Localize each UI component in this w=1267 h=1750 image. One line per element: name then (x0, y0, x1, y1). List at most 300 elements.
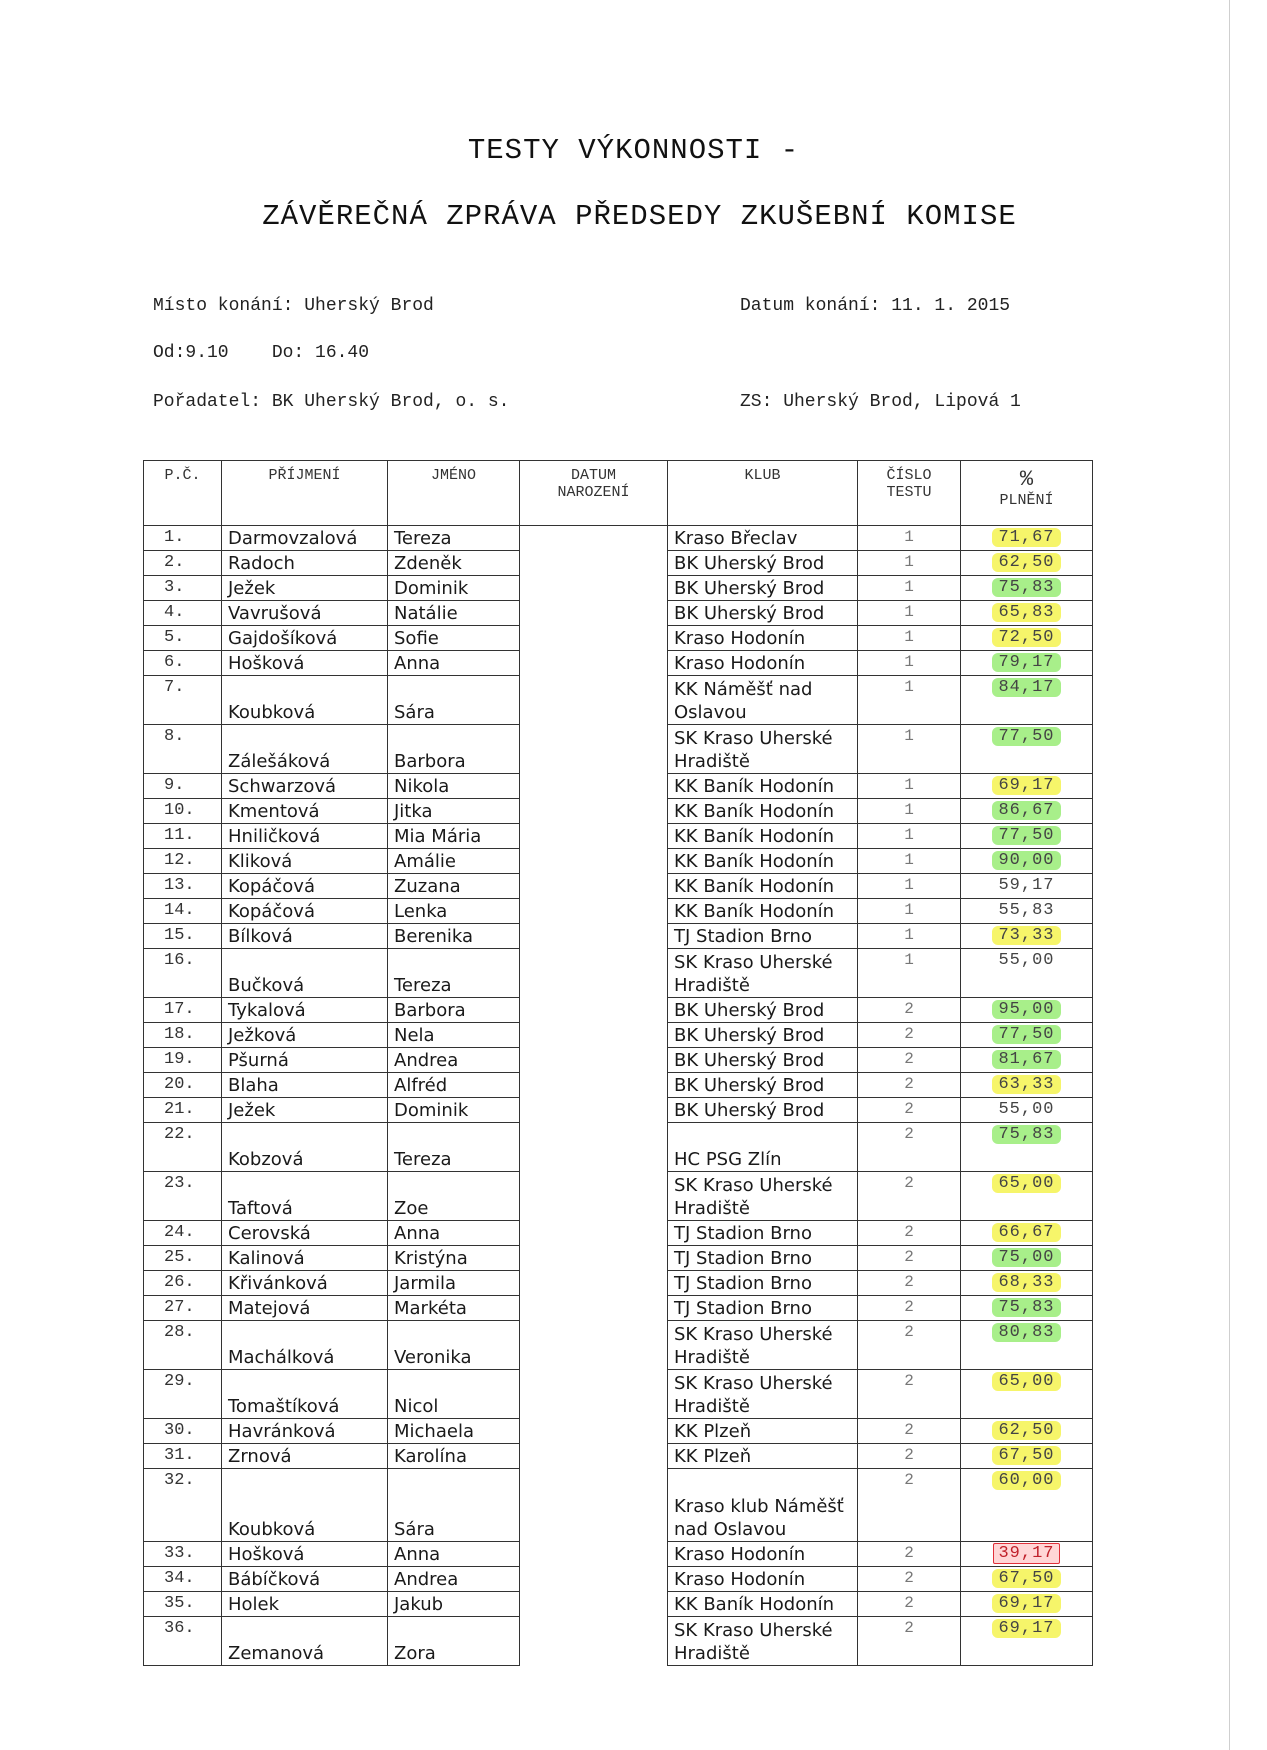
cell-name: Jarmila (388, 1271, 520, 1296)
cell-pc: 33. (144, 1542, 222, 1567)
cell-pc: 21. (144, 1098, 222, 1123)
cell-club: Kraso Hodonín (668, 651, 858, 676)
cell-test-number: 2 (858, 1321, 961, 1370)
table-row (144, 1098, 1093, 1123)
cell-birthdate (520, 824, 668, 849)
cell-pc: 3. (144, 576, 222, 601)
table-row (144, 1444, 1093, 1469)
cell-club: KK Baník Hodonín (668, 899, 858, 924)
cell-birthdate (520, 774, 668, 799)
cell-test-number: 1 (858, 626, 961, 651)
table-row (144, 774, 1093, 799)
cell-name: Jitka (388, 799, 520, 824)
cell-pc: 20. (144, 1073, 222, 1098)
cell-surname: Kalinová (222, 1246, 388, 1271)
cell-birthdate (520, 1271, 668, 1296)
cell-birthdate (520, 899, 668, 924)
cell-test-number: 2 (858, 1172, 961, 1221)
cell-test-number: 1 (858, 576, 961, 601)
cell-name: Kristýna (388, 1246, 520, 1271)
percent-value: 75,83 (992, 578, 1060, 597)
cell-name: Zdeněk (388, 551, 520, 576)
cell-pc: 30. (144, 1419, 222, 1444)
cell-surname: Vavrušová (222, 601, 388, 626)
table-row (144, 651, 1093, 676)
table-row (144, 1123, 1093, 1172)
cell-club: SK Kraso Uherské Hradiště (668, 1617, 858, 1666)
cell-surname: Darmovzalová (222, 526, 388, 551)
cell-test-number: 2 (858, 1123, 961, 1172)
meta-organizer: Pořadatel: BK Uherský Brod, o. s. (153, 392, 510, 412)
percent-value: 63,33 (992, 1075, 1060, 1094)
cell-test-number: 2 (858, 1542, 961, 1567)
cell-birthdate (520, 1592, 668, 1617)
cell-test-number: 1 (858, 924, 961, 949)
header-percent (961, 461, 1093, 526)
cell-birthdate (520, 1444, 668, 1469)
cell-test-number: 1 (858, 725, 961, 774)
cell-test-number: 1 (858, 526, 961, 551)
cell-birthdate (520, 1048, 668, 1073)
cell-percent (961, 1246, 1093, 1271)
percent-value: 65,83 (992, 603, 1060, 622)
cell-surname: Kobzová (222, 1123, 388, 1172)
cell-test-number: 2 (858, 1592, 961, 1617)
cell-test-number: 1 (858, 899, 961, 924)
cell-test-number: 1 (858, 949, 961, 998)
cell-pc: 29. (144, 1370, 222, 1419)
table-row (144, 949, 1093, 998)
cell-pc: 2. (144, 551, 222, 576)
cell-test-number: 2 (858, 1296, 961, 1321)
cell-birthdate (520, 1419, 668, 1444)
cell-percent (961, 1444, 1093, 1469)
cell-club: TJ Stadion Brno (668, 924, 858, 949)
cell-club: BK Uherský Brod (668, 1098, 858, 1123)
header-club: KLUB (668, 461, 858, 526)
cell-pc: 23. (144, 1172, 222, 1221)
cell-birthdate (520, 849, 668, 874)
cell-name: Karolína (388, 1444, 520, 1469)
percent-value: 59,17 (998, 876, 1055, 895)
table-row (144, 1073, 1093, 1098)
percent-value: 65,00 (992, 1174, 1060, 1193)
cell-percent (961, 899, 1093, 924)
cell-pc: 35. (144, 1592, 222, 1617)
cell-pc: 12. (144, 849, 222, 874)
cell-birthdate (520, 725, 668, 774)
cell-surname: Zrnová (222, 1444, 388, 1469)
cell-name: Anna (388, 651, 520, 676)
cell-test-number: 1 (858, 651, 961, 676)
cell-surname: Křivánková (222, 1271, 388, 1296)
cell-test-number: 2 (858, 1098, 961, 1123)
cell-surname: Taftová (222, 1172, 388, 1221)
table-row (144, 1542, 1093, 1567)
cell-pc: 28. (144, 1321, 222, 1370)
cell-test-number: 2 (858, 1271, 961, 1296)
table-row (144, 874, 1093, 899)
cell-club: HC PSG Zlín (668, 1123, 858, 1172)
cell-percent (961, 1567, 1093, 1592)
cell-percent (961, 874, 1093, 899)
cell-birthdate (520, 1172, 668, 1221)
percent-value: 67,50 (992, 1446, 1060, 1465)
cell-club: BK Uherský Brod (668, 1048, 858, 1073)
cell-birthdate (520, 1098, 668, 1123)
cell-name: Alfréd (388, 1073, 520, 1098)
percent-value: 90,00 (992, 851, 1060, 870)
cell-name: Anna (388, 1221, 520, 1246)
cell-name: Nela (388, 1023, 520, 1048)
cell-surname: Tomaštíková (222, 1370, 388, 1419)
cell-surname: Holek (222, 1592, 388, 1617)
cell-test-number: 1 (858, 774, 961, 799)
header-test-line2: TESTU (886, 484, 932, 501)
cell-club: KK Baník Hodonín (668, 799, 858, 824)
cell-test-number: 1 (858, 874, 961, 899)
table-row (144, 551, 1093, 576)
cell-pc: 11. (144, 824, 222, 849)
cell-test-number: 2 (858, 1370, 961, 1419)
cell-pc: 6. (144, 651, 222, 676)
cell-name: Anna (388, 1542, 520, 1567)
percent-value: 60,00 (992, 1471, 1060, 1490)
cell-pc: 15. (144, 924, 222, 949)
cell-surname: Kmentová (222, 799, 388, 824)
percent-value: 55,83 (998, 901, 1055, 920)
cell-club: Kraso Břeclav (668, 526, 858, 551)
cell-surname: Zálešáková (222, 725, 388, 774)
percent-value: 95,00 (992, 1000, 1060, 1019)
cell-test-number: 2 (858, 1023, 961, 1048)
cell-name: Nicol (388, 1370, 520, 1419)
cell-name: Dominik (388, 576, 520, 601)
cell-percent (961, 1469, 1093, 1542)
cell-birthdate (520, 1246, 668, 1271)
cell-test-number: 2 (858, 1048, 961, 1073)
cell-name: Natálie (388, 601, 520, 626)
table-header-row (144, 461, 1093, 526)
cell-surname: Radoch (222, 551, 388, 576)
cell-name: Veronika (388, 1321, 520, 1370)
table-row (144, 1221, 1093, 1246)
cell-club: KK Baník Hodonín (668, 824, 858, 849)
cell-club: SK Kraso Uherské Hradiště (668, 1370, 858, 1419)
cell-club: KK Náměšť nad Oslavou (668, 676, 858, 725)
cell-club: KK Plzeň (668, 1444, 858, 1469)
cell-birthdate (520, 1567, 668, 1592)
cell-club: SK Kraso Uherské Hradiště (668, 1321, 858, 1370)
cell-birthdate (520, 576, 668, 601)
cell-percent (961, 1271, 1093, 1296)
percent-value: 69,17 (992, 776, 1060, 795)
cell-name: Nikola (388, 774, 520, 799)
cell-birthdate (520, 1073, 668, 1098)
cell-club: BK Uherský Brod (668, 576, 858, 601)
cell-percent (961, 1419, 1093, 1444)
document-subtitle: ZÁVĚREČNÁ ZPRÁVA PŘEDSEDY ZKUŠEBNÍ KOMISE (262, 200, 1017, 233)
cell-test-number: 1 (858, 849, 961, 874)
cell-birthdate (520, 874, 668, 899)
percent-value: 75,83 (992, 1298, 1060, 1317)
cell-percent (961, 1321, 1093, 1370)
cell-name: Zoe (388, 1172, 520, 1221)
table-row (144, 1246, 1093, 1271)
cell-birthdate (520, 1123, 668, 1172)
cell-name: Zuzana (388, 874, 520, 899)
percent-value: 73,33 (992, 926, 1060, 945)
cell-percent (961, 1296, 1093, 1321)
cell-test-number: 1 (858, 824, 961, 849)
page-edge-line (1229, 0, 1230, 1750)
cell-test-number: 1 (858, 676, 961, 725)
cell-pc: 9. (144, 774, 222, 799)
cell-pc: 10. (144, 799, 222, 824)
cell-birthdate (520, 626, 668, 651)
cell-percent (961, 1123, 1093, 1172)
cell-birthdate (520, 799, 668, 824)
cell-pc: 4. (144, 601, 222, 626)
cell-surname: Blaha (222, 1073, 388, 1098)
cell-name: Mia Mária (388, 824, 520, 849)
table-row (144, 1617, 1093, 1666)
cell-surname: Tykalová (222, 998, 388, 1023)
header-birthdate-line2: NAROZENÍ (557, 484, 630, 501)
percent-value: 86,67 (992, 801, 1060, 820)
percent-value: 75,83 (992, 1125, 1060, 1144)
table-row (144, 1419, 1093, 1444)
table-row (144, 799, 1093, 824)
cell-test-number: 2 (858, 1617, 961, 1666)
cell-birthdate (520, 1542, 668, 1567)
cell-surname: Ježková (222, 1023, 388, 1048)
table-row (144, 725, 1093, 774)
table-row (144, 849, 1093, 874)
cell-birthdate (520, 1321, 668, 1370)
percent-value: 66,67 (992, 1223, 1060, 1242)
cell-name: Sára (388, 1469, 520, 1542)
table-row (144, 1592, 1093, 1617)
cell-test-number: 1 (858, 551, 961, 576)
cell-surname: Bábíčková (222, 1567, 388, 1592)
cell-club: KK Baník Hodonín (668, 1592, 858, 1617)
cell-club: BK Uherský Brod (668, 601, 858, 626)
meta-date: Datum konání: 11. 1. 2015 (740, 296, 1011, 316)
cell-birthdate (520, 1370, 668, 1419)
cell-percent (961, 551, 1093, 576)
header-percent-label: PLNĚNÍ (999, 492, 1054, 509)
cell-pc: 24. (144, 1221, 222, 1246)
cell-surname: Gajdošíková (222, 626, 388, 651)
header-test-number (858, 461, 961, 526)
cell-name: Lenka (388, 899, 520, 924)
cell-surname: Hniličková (222, 824, 388, 849)
cell-test-number: 1 (858, 601, 961, 626)
cell-name: Markéta (388, 1296, 520, 1321)
cell-name: Amálie (388, 849, 520, 874)
table-row (144, 1321, 1093, 1370)
percent-value: 62,50 (992, 553, 1060, 572)
cell-birthdate (520, 551, 668, 576)
cell-pc: 18. (144, 1023, 222, 1048)
cell-test-number: 2 (858, 1567, 961, 1592)
cell-test-number: 2 (858, 1469, 961, 1542)
cell-birthdate (520, 1221, 668, 1246)
cell-percent (961, 1592, 1093, 1617)
cell-birthdate (520, 1296, 668, 1321)
table-row (144, 998, 1093, 1023)
cell-birthdate (520, 1023, 668, 1048)
cell-pc: 26. (144, 1271, 222, 1296)
cell-pc: 13. (144, 874, 222, 899)
cell-percent (961, 676, 1093, 725)
cell-percent (961, 1370, 1093, 1419)
cell-name: Tereza (388, 949, 520, 998)
table-row (144, 1296, 1093, 1321)
percent-value: 62,50 (992, 1421, 1060, 1440)
cell-percent (961, 849, 1093, 874)
percent-value: 71,67 (992, 528, 1060, 547)
cell-pc: 27. (144, 1296, 222, 1321)
cell-percent (961, 1048, 1093, 1073)
cell-club: SK Kraso Uherské Hradiště (668, 725, 858, 774)
percent-value: 77,50 (992, 1025, 1060, 1044)
cell-test-number: 2 (858, 1221, 961, 1246)
cell-percent (961, 1221, 1093, 1246)
cell-pc: 31. (144, 1444, 222, 1469)
cell-club: TJ Stadion Brno (668, 1246, 858, 1271)
cell-name: Andrea (388, 1048, 520, 1073)
cell-pc: 5. (144, 626, 222, 651)
percent-value: 77,50 (992, 826, 1060, 845)
percent-value: 68,33 (992, 1273, 1060, 1292)
cell-name: Zora (388, 1617, 520, 1666)
table-row (144, 576, 1093, 601)
table-row (144, 1172, 1093, 1221)
cell-percent (961, 601, 1093, 626)
cell-percent (961, 949, 1093, 998)
cell-surname: Koubková (222, 1469, 388, 1542)
percent-value: 84,17 (992, 678, 1060, 697)
meta-school: ZS: Uherský Brod, Lipová 1 (740, 392, 1021, 412)
cell-test-number: 2 (858, 998, 961, 1023)
cell-name: Berenika (388, 924, 520, 949)
cell-percent (961, 774, 1093, 799)
cell-club: KK Baník Hodonín (668, 774, 858, 799)
cell-percent (961, 998, 1093, 1023)
table-row (144, 924, 1093, 949)
cell-pc: 34. (144, 1567, 222, 1592)
cell-name: Barbora (388, 725, 520, 774)
table-row (144, 601, 1093, 626)
cell-club: TJ Stadion Brno (668, 1271, 858, 1296)
cell-surname: Schwarzová (222, 774, 388, 799)
percent-value: 77,50 (992, 727, 1060, 746)
cell-club: BK Uherský Brod (668, 1023, 858, 1048)
cell-percent (961, 576, 1093, 601)
percent-value: 81,67 (992, 1050, 1060, 1069)
cell-percent (961, 924, 1093, 949)
table-body (144, 526, 1093, 1666)
cell-birthdate (520, 924, 668, 949)
cell-name: Barbora (388, 998, 520, 1023)
cell-club: Kraso klub Náměšť nad Oslavou (668, 1469, 858, 1542)
cell-percent (961, 651, 1093, 676)
percent-value: 65,00 (992, 1372, 1060, 1391)
cell-birthdate (520, 651, 668, 676)
cell-club: KK Plzeň (668, 1419, 858, 1444)
percent-value: 55,00 (998, 951, 1055, 970)
header-test-line1: ČÍSLO (886, 467, 932, 484)
header-name: JMÉNO (388, 461, 520, 526)
table-row (144, 1048, 1093, 1073)
cell-surname: Cerovská (222, 1221, 388, 1246)
cell-club: BK Uherský Brod (668, 1073, 858, 1098)
cell-test-number: 2 (858, 1073, 961, 1098)
cell-percent (961, 1617, 1093, 1666)
percent-value: 79,17 (992, 653, 1060, 672)
cell-percent (961, 799, 1093, 824)
cell-percent (961, 1098, 1093, 1123)
document-title: TESTY VÝKONNOSTI - (467, 134, 800, 167)
header-percent-symbol: % (1019, 467, 1034, 492)
cell-percent (961, 1073, 1093, 1098)
cell-pc: 16. (144, 949, 222, 998)
table-row (144, 1023, 1093, 1048)
cell-club: BK Uherský Brod (668, 998, 858, 1023)
table-row (144, 526, 1093, 551)
percent-value: 67,50 (992, 1569, 1060, 1588)
cell-test-number: 2 (858, 1444, 961, 1469)
header-pc: P.Č. (144, 461, 222, 526)
cell-name: Tereza (388, 1123, 520, 1172)
table-row (144, 899, 1093, 924)
header-surname: PŘÍJMENÍ (222, 461, 388, 526)
cell-pc: 19. (144, 1048, 222, 1073)
cell-birthdate (520, 1469, 668, 1542)
cell-name: Dominik (388, 1098, 520, 1123)
percent-value: 39,17 (993, 1543, 1059, 1564)
cell-percent (961, 1023, 1093, 1048)
percent-value: 69,17 (992, 1619, 1060, 1638)
percent-value: 55,00 (998, 1100, 1055, 1119)
percent-value: 72,50 (992, 628, 1060, 647)
cell-name: Jakub (388, 1592, 520, 1617)
table-row (144, 1567, 1093, 1592)
cell-surname: Matejová (222, 1296, 388, 1321)
cell-percent (961, 1542, 1093, 1567)
cell-pc: 25. (144, 1246, 222, 1271)
cell-name: Sofie (388, 626, 520, 651)
cell-test-number: 2 (858, 1246, 961, 1271)
cell-percent (961, 1172, 1093, 1221)
cell-name: Andrea (388, 1567, 520, 1592)
table-row (144, 1469, 1093, 1542)
cell-club: SK Kraso Uherské Hradiště (668, 949, 858, 998)
cell-pc: 32. (144, 1469, 222, 1542)
cell-pc: 1. (144, 526, 222, 551)
cell-club: Kraso Hodonín (668, 626, 858, 651)
cell-surname: Zemanová (222, 1617, 388, 1666)
cell-birthdate (520, 998, 668, 1023)
percent-value: 80,83 (992, 1323, 1060, 1342)
cell-surname: Hošková (222, 1542, 388, 1567)
cell-surname: Bučková (222, 949, 388, 998)
cell-surname: Ježek (222, 576, 388, 601)
table-row (144, 676, 1093, 725)
cell-percent (961, 626, 1093, 651)
